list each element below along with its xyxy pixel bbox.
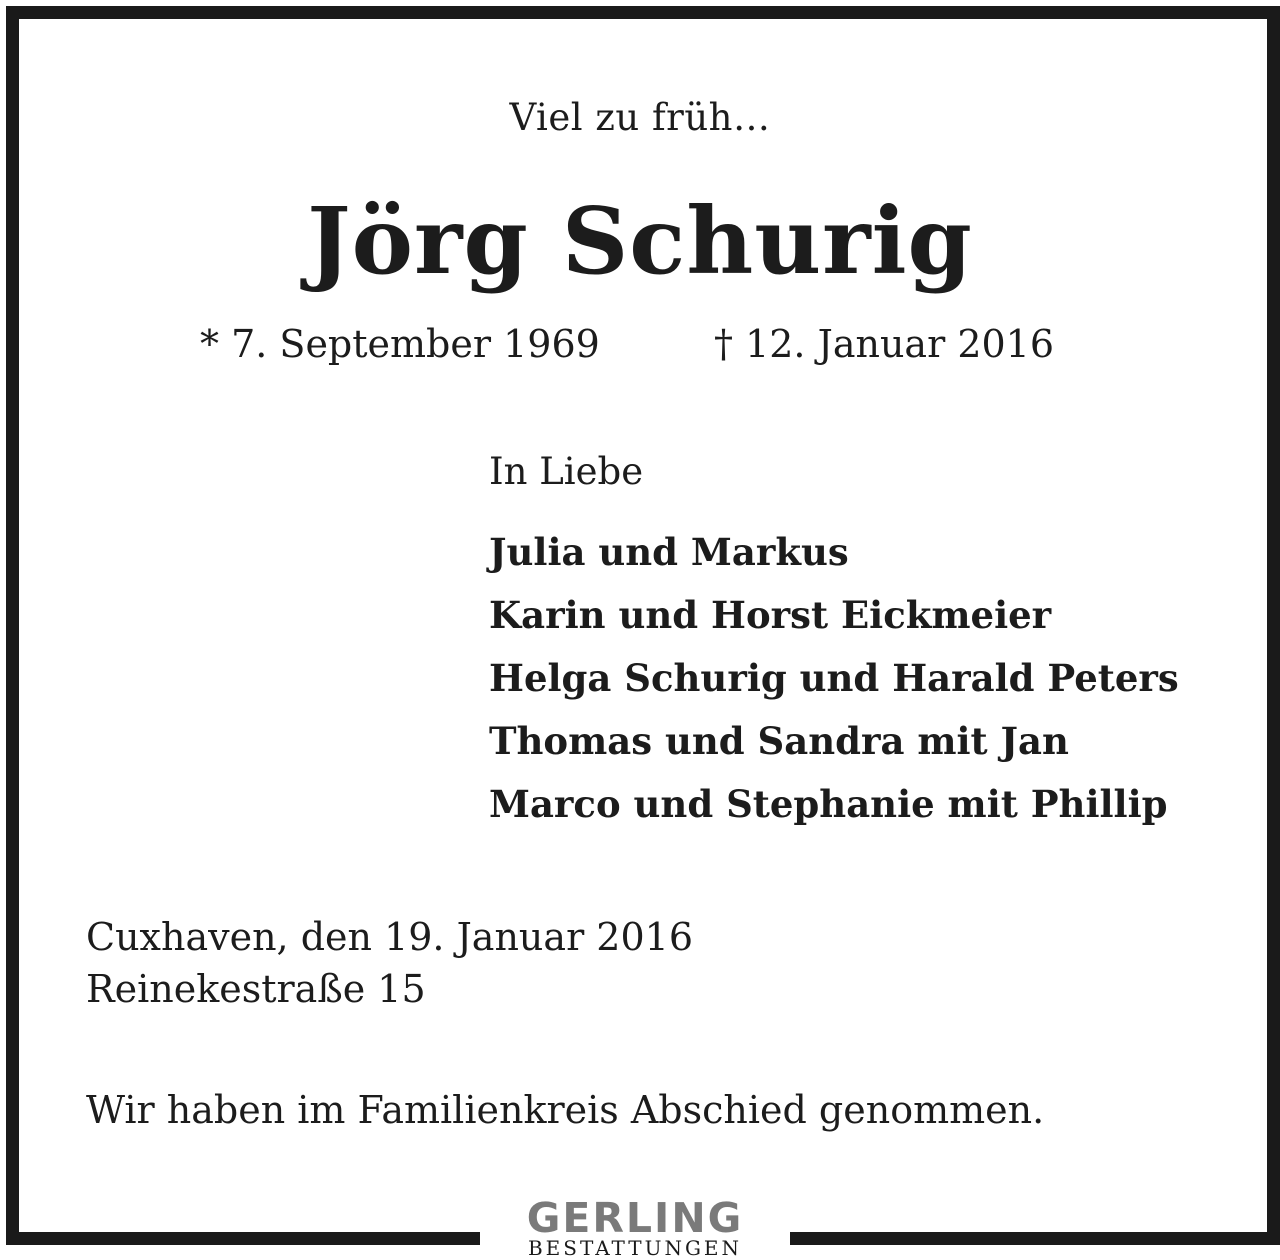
in-love-label: In Liebe <box>489 450 644 493</box>
address: Reinekestraße 15 <box>86 967 426 1011</box>
logo-main-text: GERLING <box>526 1194 744 1242</box>
funeral-home-logo <box>480 1195 790 1259</box>
death-date: † 12. Januar 2016 <box>714 322 1055 366</box>
birth-date: * 7. September 1969 <box>200 322 600 366</box>
closing-text: Wir haben im Familienkreis Abschied genommen. <box>86 1088 1045 1132</box>
mourner-item: Marco und Stephanie mit Phillip <box>489 782 1168 826</box>
mourners-list <box>489 521 1179 836</box>
mourner-item: Karin und Horst Eickmeier <box>489 593 1052 637</box>
mourner-item: Julia und Markus <box>489 530 849 574</box>
logo-sub-text: BESTATTUNGEN <box>527 1236 743 1260</box>
place-date: Cuxhaven, den 19. Januar 2016 <box>86 915 694 959</box>
intro-text: Viel zu früh… <box>509 96 771 139</box>
mourner-item: Helga Schurig und Harald Peters <box>489 656 1179 700</box>
deceased-name: Jörg Schurig <box>307 187 973 295</box>
mourner-item: Thomas und Sandra mit Jan <box>489 719 1069 763</box>
